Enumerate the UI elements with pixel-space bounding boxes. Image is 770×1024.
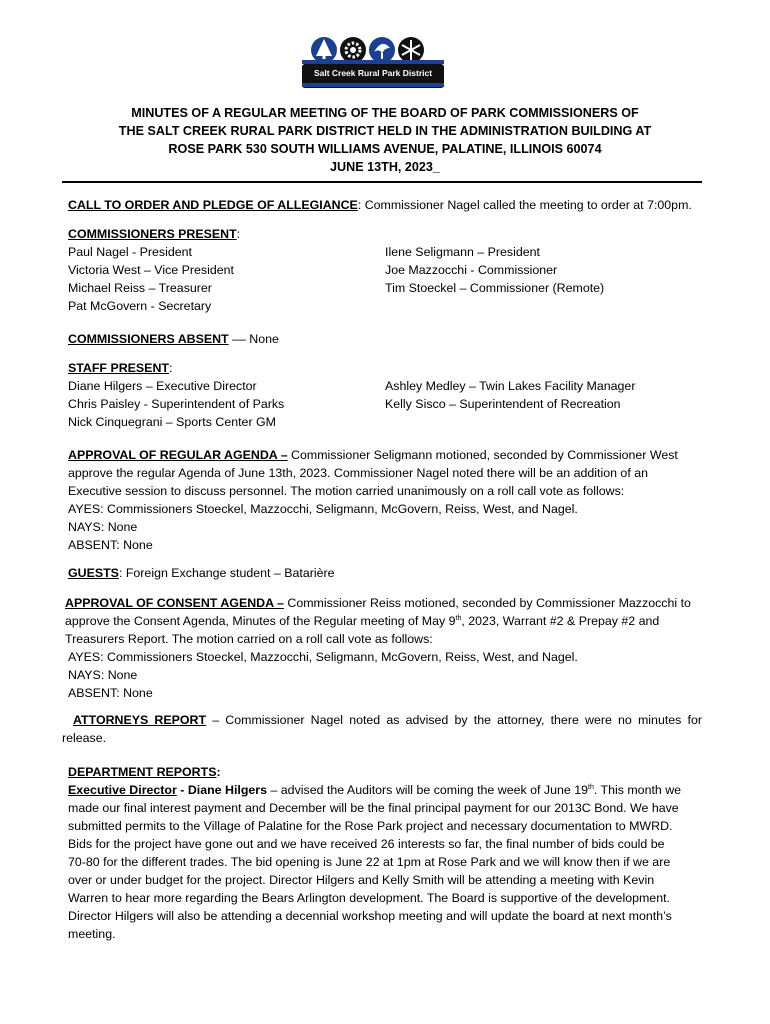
- list-item: Kelly Sisco – Superintendent of Recreation: [385, 397, 621, 411]
- text-line: ABSENT: None: [68, 538, 153, 552]
- title-line: THE SALT CREEK RURAL PARK DISTRICT HELD IN THE ADMINISTRATION BUILDING AT: [118, 124, 652, 138]
- section-heading: APPROVAL OF CONSENT AGENDA –: [65, 596, 284, 610]
- commissioners-absent: [68, 330, 279, 348]
- section-heading: ATTORNEYS REPORT: [73, 713, 207, 727]
- text-line: Director Hilgers will also be attending a decennial workshop meeting and will update the board at next month’s: [68, 909, 672, 923]
- approval-regular-agenda: [68, 446, 678, 554]
- section-text: Commissioner Seligmann motioned, seconded by Commissioner West: [287, 448, 678, 462]
- list-item: Joe Mazzocchi - Commissioner: [385, 263, 558, 277]
- title-date: JUNE 13TH, 2023_: [330, 160, 440, 174]
- call-to-order: [68, 196, 692, 214]
- text-line: Executive session to discuss personnel. The motion carried unanimously on a roll call vote as follows:: [68, 484, 625, 498]
- title-divider: [62, 181, 702, 183]
- commissioners-present-left: [68, 243, 234, 315]
- text-line: approve the regular Agenda of June 13th, 2023. Commissioner Nagel noted there will be an addition of an: [68, 466, 648, 480]
- heading-colon: :: [168, 361, 173, 375]
- section-heading: CALL TO ORDER AND PLEDGE OF ALLEGIANCE: [68, 198, 358, 212]
- text-line: AYES: Commissioners Stoeckel, Mazzocchi, Seligmann, McGovern, Reiss, West, and Nagel.: [68, 502, 578, 516]
- section-text: : Commissioner Nagel called the meeting to order at 7:00pm.: [357, 198, 692, 212]
- section-heading: APPROVAL OF REGULAR AGENDA –: [68, 448, 288, 462]
- list-item: Pat McGovern - Secretary: [68, 299, 212, 313]
- text-line: made our final interest payment and December will be the final principal payment for our 2013C Bond. We have: [68, 801, 679, 815]
- text-line: Warren to hear more regarding the Bears Arlington development. The Board is supportive of the development.: [68, 891, 670, 905]
- text-line: AYES: Commissioners Stoeckel, Mazzocchi, Seligmann, McGovern, Reiss, West, and Nagel.: [68, 650, 578, 664]
- staff-present-heading: [68, 359, 172, 377]
- title-line: MINUTES OF A REGULAR MEETING OF THE BOARD OF PARK COMMISSIONERS OF: [131, 106, 639, 120]
- list-item: Ashley Medley – Twin Lakes Facility Manager: [385, 379, 636, 393]
- list-item: Tim Stoeckel – Commissioner (Remote): [385, 281, 605, 295]
- text-line: release.: [62, 731, 107, 745]
- title-line: ROSE PARK 530 SOUTH WILLIAMS AVENUE, PALATINE, ILLINOIS 60074: [168, 142, 602, 156]
- section-heading: GUESTS: [68, 566, 119, 580]
- text-line: Executive Director - Diane Hilgers – advised the Auditors will be coming the week of June 19th. This month we: [68, 783, 682, 797]
- approval-consent-agenda: [65, 594, 691, 702]
- section-text: Commissioner Reiss motioned, seconded by Commissioner Mazzocchi to: [283, 596, 691, 610]
- text-line: Treasurers Report. The motion carried on a roll call vote as follows:: [65, 632, 433, 646]
- section-heading: COMMISSIONERS ABSENT: [68, 332, 229, 346]
- department-reports: [68, 763, 681, 943]
- staff-present-right: [385, 377, 635, 413]
- logo-icon-flower: [340, 37, 366, 63]
- list-item: Chris Paisley - Superintendent of Parks: [68, 397, 285, 411]
- attorneys-report: [62, 711, 702, 747]
- text-line: Bids for the project have gone out and we have received 26 interests so far, the final number of bids could be: [68, 837, 665, 851]
- text-line: 70-80 for the different trades. The bid opening is June 22 at 1pm at Rose Park and we will know then if we are: [68, 855, 671, 869]
- heading-colon: :: [236, 227, 241, 241]
- list-item: Paul Nagel - President: [68, 245, 192, 259]
- section-heading: COMMISSIONERS PRESENT: [68, 227, 237, 241]
- list-item: Ilene Seligmann – President: [385, 245, 540, 259]
- text-line: meeting.: [68, 927, 116, 941]
- text-line: submitted permits to the Village of Palatine for the Rose Park project and necessary documentation to MWRD.: [68, 819, 673, 833]
- text-line: over or under budget for the project. Director Hilgers and Kelly Smith will be attending a meeting with Kevin: [68, 873, 655, 887]
- logo-icon-snowflake: [398, 37, 424, 63]
- list-item: Diane Hilgers – Executive Director: [68, 379, 257, 393]
- section-text: – Commissioner Nagel noted as advised by the attorney, there were no minutes for: [206, 713, 702, 727]
- commissioners-present-right: [385, 243, 604, 297]
- heading-colon: :: [216, 765, 221, 779]
- section-heading: STAFF PRESENT: [68, 361, 169, 375]
- commissioners-present-heading: [68, 225, 240, 243]
- text-line: NAYS: None: [68, 520, 138, 534]
- text-line: NAYS: None: [68, 668, 138, 682]
- director-name: - Diane Hilgers: [176, 783, 268, 797]
- subsection-heading: Executive Director: [68, 783, 177, 797]
- guests: [68, 564, 335, 582]
- section-text: –– None: [228, 332, 279, 346]
- meeting-title: [60, 104, 710, 176]
- logo-org-name: Salt Creek Rural Park District: [313, 68, 433, 78]
- logo-icon-leaf: [369, 37, 395, 63]
- list-item: Victoria West – Vice President: [68, 263, 234, 277]
- text-line: approve the Consent Agenda, Minutes of the Regular meeting of May 9th, 2023, Warrant #2 & Prepay #2 and: [65, 614, 660, 628]
- section-text: : Foreign Exchange student – Batarière: [118, 566, 335, 580]
- staff-present-left: [68, 377, 284, 431]
- text-line: ABSENT: None: [68, 686, 153, 700]
- logo-icon-tree: [311, 37, 337, 63]
- list-item: Nick Cinquegrani – Sports Center GM: [68, 415, 276, 429]
- list-item: Michael Reiss – Treasurer: [68, 281, 212, 295]
- section-heading: DEPARTMENT REPORTS: [68, 765, 217, 779]
- park-district-logo: [300, 34, 446, 92]
